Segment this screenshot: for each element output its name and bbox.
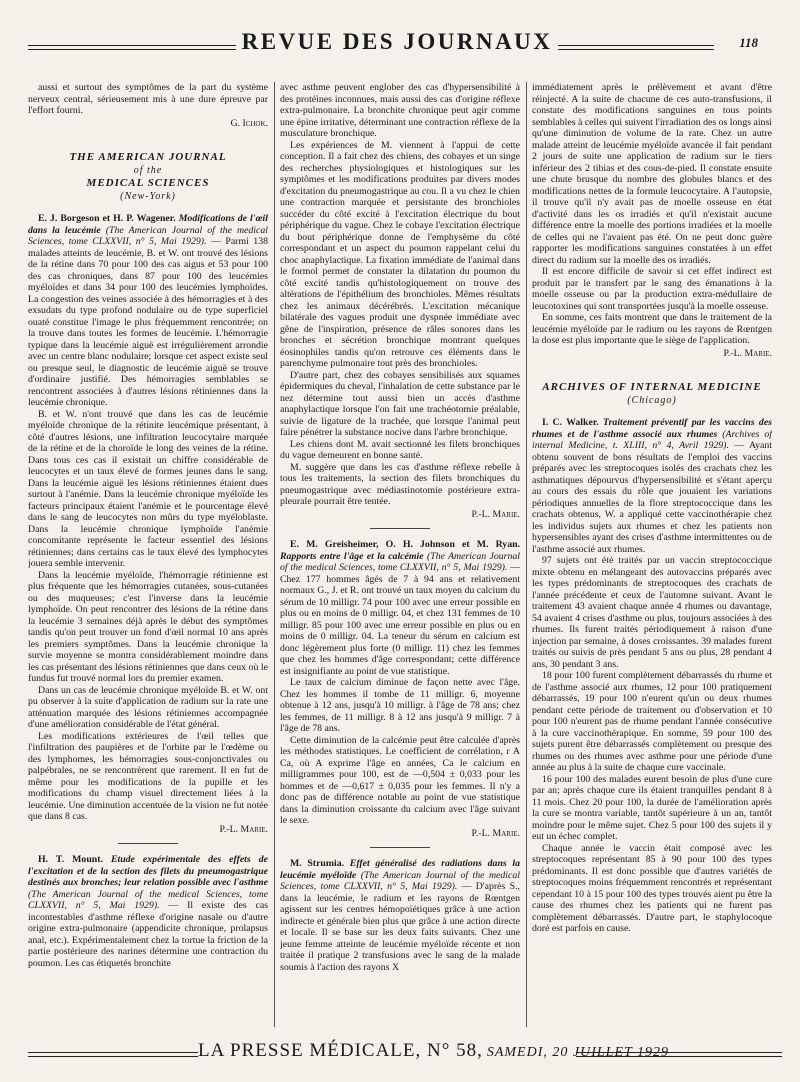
article-author: H. T. Mount.	[38, 854, 103, 865]
article-lead	[280, 539, 520, 677]
paragraph: aussi et surtout des symptômes de la part du système nerveux central, sérieusement mis à une dure épreuve par l'effort fourni.	[28, 82, 268, 116]
paragraph: M. suggère que dans les cas d'asthme réflexe rebelle à tous les traitements, la section des filets bronchiques du pneumogastrique avec médiastinotomie postérieure extra-pleurale pourrait être tentée.	[280, 461, 520, 507]
article-lead	[280, 858, 520, 973]
article-source: (Archives of internal Medicine, t. XLIII, n° 4, Avril 1929).	[532, 428, 772, 451]
signature: P.-L. Marie.	[471, 827, 520, 839]
article-title: Effet généralisé des radiations dans la leucémie myéloïde	[280, 858, 520, 881]
article-text: — Chez 177 hommes âgés de 7 à 94 ans et relativement normaux G., J. et R. ont trouvé un taux moyen du calcium du sérum de 10 milligr. 74 pour 100 avec une erreur possible en plus ou en moins de 0 milligr. 04, et chez 131 femmes de 10 milligr. 85 pour 100 avec une erreur possible en plus ou en moins de 0 milligr. 04. La teneur du sérum en calcium est donc légèrement plus forte (0 milligr. 11) chez les femmes que chez les hommes d'âge correspondant; cette différence est insignifiante au point de vue statistique.	[280, 562, 520, 677]
paragraph: 16 pour 100 des malades eurent besoin de plus d'une cure par an; après chaque cure ils étaient tranquilles pendant 8 à 11 mois. Chez 20 pour 100, la durée de l'amélioration après la cure se montra variable, tantôt supérieure à un an, tantôt moindre pour le même sujet. Chez 5 pour 100 des sujets il y eut un échec complet.	[532, 773, 772, 842]
page-header	[14, 26, 786, 70]
article-text: — Parmi 138 malades atteints de leucémie, B. et W. ont trouvé des lésions de la rétine dans 70 pour 100 des cas aigus et 53 pour 100 des cas chroniques, dans 87 pour 100 des leucémies myéloïdes et dans 34 pour 100 des leucémies lymphoïdes. La congestion des veines associée à des hémorragies et à des exsudats du type profond nodulaire ou de type superficiel ouaté constitue l'image le plus fréquemment rencontrée; on la trouve dans toutes les formes de leucémie. L'hémorragie typique dans la leucémie aiguë est irrégulièrement arrondie avec un centre blanc nodulaire; lorsque cet aspect existe seul ou presque seul, le diagnostic de leucémie aiguë se trouve d'ordinaire justifié. Des hémorragies semblables se rencontrent associées à d'autres lésions rétiniennes dans la leucémie chronique.	[28, 236, 268, 408]
footer-text	[198, 1040, 670, 1062]
article-lead	[28, 854, 268, 969]
header-rule-right	[558, 45, 714, 50]
article-author: E. M. Greisheimer, O. H. Johnson et M. Ryan.	[290, 539, 520, 550]
article-title: Etude expérimentale des effets de l'excitation et de la section des filets du pneumogastrique destinés aux bronches; leur relation possible avec l'asthme	[28, 854, 268, 888]
footer-rule-right	[576, 1052, 782, 1057]
footer-date: SAMEDI, 20 JUILLET 1929	[486, 1045, 670, 1060]
signature: G. Ichok.	[230, 117, 268, 129]
paragraph: avec asthme peuvent englober des cas d'hypersensibilité à des protéines inconnues, mais aussi des cas d'origine réflexe extra-pulmonaire. La bronchite chronique peut agir comme une épine irritative, déterminant une contraction réflexe de la musculature bronchique.	[280, 82, 520, 139]
paragraph: En somme, ces faits montrent que dans le traitement de la leucémie myéloïde par le radium ou les rayons de Rœntgen la dose est plus importante que le siège de l'application.	[532, 312, 772, 346]
footer-journal: LA PRESSE MÉDICALE, N° 58,	[198, 1040, 483, 1061]
article-author: I. C. Walker.	[542, 417, 599, 428]
paragraph: Le taux de calcium diminue de façon nette avec l'âge. Chez les hommes il tombe de 11 milligr. 6, moyenne obtenue à 12 ans, jusqu'à 10 milligr. à l'âge de 78 ans; chez les femmes, de 11 milligr. 8 à 12 ans jusqu'à 9 milligr. 7 à l'âge de 78 ans.	[280, 677, 520, 734]
paragraph: Chaque année le vaccin était composé avec les streptocoques représentant 85 à 90 pour 100 des types prédominants. Il est donc possible que d'autres variétés de streptocoques moins fréquemment rencontrés et représentant cependant 10 à 15 pour 100 des types trouvés aient pu être la cause des rhumes chez les patients qui ne furent pas complètement débarrassés. D'autre part, le staphylocoque doré est parfois en cause.	[532, 842, 772, 934]
article-title: Rapports entre l'âge et la calcémie	[280, 550, 424, 562]
running-title: REVUE DES JOURNAUX	[241, 29, 553, 54]
article-title: Traitement préventif par les vaccins des rhumes et de l'asthme associé aux rhumes	[532, 417, 772, 440]
article-separator	[370, 528, 430, 529]
paragraph: Il est encore difficile de savoir si cet effet indirect est produit par le transfert par le sang des émanations à la moelle osseuse ou par la production extra-médullaire de leucotoxines qui sont transportées jusqu'à la moelle osseuse.	[532, 266, 772, 312]
article-author: M. Strumia.	[290, 858, 345, 869]
paragraph: D'autre part, chez des cobayes sensibilisés aux squames épidermiques du cheval, l'inhalation de cette substance par le nez détermine tout aussi bien un accès d'asthme anaphylactique lorsque l'on fait une trachéotomie préalable, suivie de ligature de la trachée, que lorsque l'animal peut faire pénétrer la substance nocive dans l'arbre bronchique.	[280, 369, 520, 438]
article-columns	[28, 82, 772, 1034]
article-author: E. J. Borgeson et H. P. Wagener.	[38, 213, 176, 224]
paragraph: Les expériences de M. viennent à l'appui de cette conception. Il a fait chez des chiens, des cobayes et un singe des recherches physiologiques et histologiques sur les symptômes et les modifications produites par divers modes d'excitation du pneumogastrique au cou. Il a vu chez le chien une contraction marquée et persistante des bronchioles succéder du côté excité à l'excitation électrique du bout périphérique du vague. Chez le cobaye l'excitation électrique du bout périphérique donne de l'emphysème du côté correspondant et un aspect du poumon rappelant celui du choc anaphylactique. La fixation immédiate de l'animal dans le formol permet de constater la dilatation du poumon du côté excité tandis qu'histologiquement on trouve des altérations de l'épithélium des bronchioles. Mêmes résultats chez les animaux décérébrés. L'excitation mécanique bilatérale des vagues produit une dyspnée immédiate avec gêne de l'inspiration, présence de râles sonores dans les bronches et sécrétion bronchique montrant quelques éosinophiles tandis qu'on retrouve ces éléments dans le parenchyme pulmonaire tout près des bronchioles.	[280, 139, 520, 369]
article-source: (The American Journal of the medical Sciences, tome CLXXVII, n° 5, Mai 1929).	[28, 888, 268, 911]
paragraph: immédiatement après le prélèvement et avant d'être réinjecté. A la suite de chacune de ces auto-transfusions, il constate des modifications sanguines en tous points semblables à celles qui suivent l'irradiation des os longs ainsi qu'une diminution de volume de la rate. Chez un autre malade atteint de leucémie myéloïde avancée il fait pendant 2 jours de suite une application de radium sur le tiers inférieur des 2 tibias et des cous-de-pied. Il constate ensuite une chute brusque du nombre des globules blancs et des modifications nettes de la formule leucocytaire. A l'autopsie, il trouve qu'il n'y avait pas de moelle osseuse en état d'activité dans les os irradiés et qu'il n'existait aucune différence entre la moelle des portions irradiées et la moelle de celles qui ne l'avaient pas été. On ne peut donc guère rapporter les modifications sanguines constatées à un effet direct du radium sur la moelle des os irradiés.	[532, 82, 772, 266]
journal-of: of the	[133, 165, 163, 176]
signature: P.-L. Marie.	[219, 823, 268, 835]
journal-city: (New-York)	[120, 191, 176, 202]
article-title: Modifications de l'œil dans la leucémie	[28, 213, 268, 236]
article-lead	[532, 417, 772, 555]
paragraph: Les chiens dont M. avait sectionné les filets bronchiques du vague demeurent en bonne santé.	[280, 438, 520, 461]
paragraph: Dans un cas de leucémie chronique myéloïde B. et W. ont pu observer à la suite d'application de radium sur la rate une atténuation marquée des lésions rétiniennes accompagnée d'une amélioration considérable de l'état général.	[28, 684, 268, 730]
journal-city: (Chicago)	[627, 395, 677, 406]
paragraph: B. et W. n'ont trouvé que dans les cas de leucémie myéloïde chronique de la rétinite leucémique présentant, à côté d'autres lésions, une infiltration leucocytaire marquée de la rétine et de la choroïde le long des veines de la rétine. Dans tous ces cas il existait un chiffre considérable de leucocytes et un taux élevé de formes jeunes dans le sang. Dans la leucémie aiguë les lésions rétiniennes étaient dues surtout à l'anémie. Dans la leucémie chronique myéloïde les facteurs principaux étaient l'anémie et le pourcentage élevé dans le sang de leucocytes non mûrs du type myéloblaste. Dans la leucémie chronique lymphoïde l'anémie concomitante représente le facteur essentiel des lésions rétiniennes; dans certains cas le taux élevé des lymphocytes jouera semble intervenir.	[28, 408, 268, 569]
journal-title: THE AMERICAN JOURNAL	[69, 151, 227, 163]
column-2	[280, 82, 520, 1034]
signature: P.-L. Marie.	[471, 508, 520, 520]
journal-heading	[28, 151, 268, 203]
article-separator	[370, 847, 430, 848]
article-text: — Il existe des cas incontestables d'asthme réflexe d'origine nasale ou d'autre origine extra-pulmonaire (appendicite chronique, prolapsus anal, etc.). Expérimentalement chez la tortue la friction de la partie postérieure des narines détermine une contraction du poumon. Les cas étiquetés bronchite	[28, 900, 268, 969]
signature: P.-L. Marie.	[723, 347, 772, 359]
header-rule-left	[28, 45, 236, 50]
article-lead	[28, 213, 268, 409]
journal-heading	[532, 381, 772, 407]
page-number: 118	[739, 35, 758, 50]
article-source: (The American Journal of the medical Sciences, tome CLXXVII, n° 5, Mai 1929).	[28, 224, 268, 247]
journal-title: ARCHIVES OF INTERNAL MEDICINE	[542, 381, 762, 393]
paragraph: 18 pour 100 furent complètement débarrassés du rhume et de l'asthme associé aux rhumes, 12 pour 100 pratiquement débarrassés, 19 pour 100 n'eurent qu'un ou deux rhumes pendant cette période de traitement ou d'observation et 10 pour 100 n'eurent pas de rhume pendant l'année consécutive à la cure vaccinothérapique. En somme, 59 pour 100 des sujets purent être débarrassés complètement ou presque des rhumes ou des rhumes avec asthme pour une période d'une année au plus à la suite de chaque cure vaccinale.	[532, 670, 772, 773]
paragraph: Cette diminution de la calcémie peut être calculée d'après les méthodes statistiques. Le coefficient de corrélation, r A Ca, où A exprime l'âge en années, Ca le calcium en milligrammes pour 100, est de —0,504 ± 0,033 pour les hommes et de —0,617 ± 0,035 pour les femmes. Il n'y a donc pas de différence notable au point de vue statistique dans la diminution croissante du calcium avec l'âge suivant le sexe.	[280, 734, 520, 826]
paragraph: 97 sujets ont été traités par un vaccin streptococcique mixte obtenu en mélangeant des autovaccins préparés avec les types prédominants de streptocoques des crachats de l'année précédente et ceux de l'automne suivant. Avant le traitement 43 avaient chaque année 4 rhumes ou davantage, 54 avaient 4 crises d'asthme ou plus, toujours associées à des rhumes. Ils furent traités périodiquement à raison d'une injection par semaine, à doses croissantes. 39 malades furent traités ou suivis de près pendant 5 ans ou plus, 28 pendant 4 ans, 30 pendant 3 ans.	[532, 555, 772, 670]
article-separator	[118, 843, 178, 844]
column-3	[532, 82, 772, 1034]
footer-rule-left	[28, 1052, 198, 1057]
column-1	[28, 82, 268, 1034]
article-source: (The American Journal of the medical Sciences, tome CLXXVII, n° 5, Mai 1929).	[280, 869, 520, 892]
paragraph: Dans la leucémie myéloïde, l'hémorragie rétinienne est plus fréquente que les hémorragies cutanées, sous-cutanées ou des muqueuses; c'est l'inverse dans la leucémie lymphoïde. On peut rencontrer des lésions de la rétine dans la leucémie 3 semaines déjà après le début des symptômes tandis qu'on peut trouver un fond d'œil normal 10 ans après les premiers symptômes. Dans la leucémie chronique la survie moyenne se montra considérablement moindre dans les cas présentant des lésions rétiniennes que dans ceux où le fundus fut trouvé normal lors du premier examen.	[28, 569, 268, 684]
article-text: — D'après S., dans la leucémie, le radium et les rayons de Rœntgen agissent sur les centres hémopoïétiques grâce à une action indirecte et générale bien plus que grâce à une action directe et locale. Il se base sur les deux faits suivants. Chez une jeune femme atteinte de leucémie myéloïde récente et non traitée il pratique 2 transfusions avec le sang de la malade soumis à l'action des rayons X	[280, 881, 520, 973]
paragraph: Les modifications extérieures de l'œil telles que l'infiltration des paupières et de l'orbite par le l'œdème ou des lymphomes, les hémorragies sous-conjonctivales ou palpébrales, ne se rencontrèrent que rarement. Il en fut de même pour les modifications de la pupille et les modifications du champ visuel directement liées à la leucémie. Une diminution accentuée de la vision ne fut notée que dans 8 cas.	[28, 730, 268, 822]
journal-name: MEDICAL SCIENCES	[86, 177, 210, 189]
page-footer	[14, 1040, 786, 1068]
article-text: — Ayant obtenu souvent de bons résultats de l'emploi des vaccins préparés avec les streptocoques isolés des crachats chez les asthmatiques dépourvus d'hypersensibilité et s'étant aperçu au cours des essais du rôle que jouaient les variations périodiques annuelles de la flore streptococcique dans les crachats obtenus, W. a appliqué cette vaccinothérapie chez les individus sujets aux rhumes et chez les patients non hypersensibles ayant des crises d'asthme intermittentes ou de l'asthme associé aux rhumes.	[532, 440, 772, 555]
article-source: (The American Journal of the medical Sciences, tome CLXXVII, n° 5, Mai 1929).	[280, 550, 520, 573]
